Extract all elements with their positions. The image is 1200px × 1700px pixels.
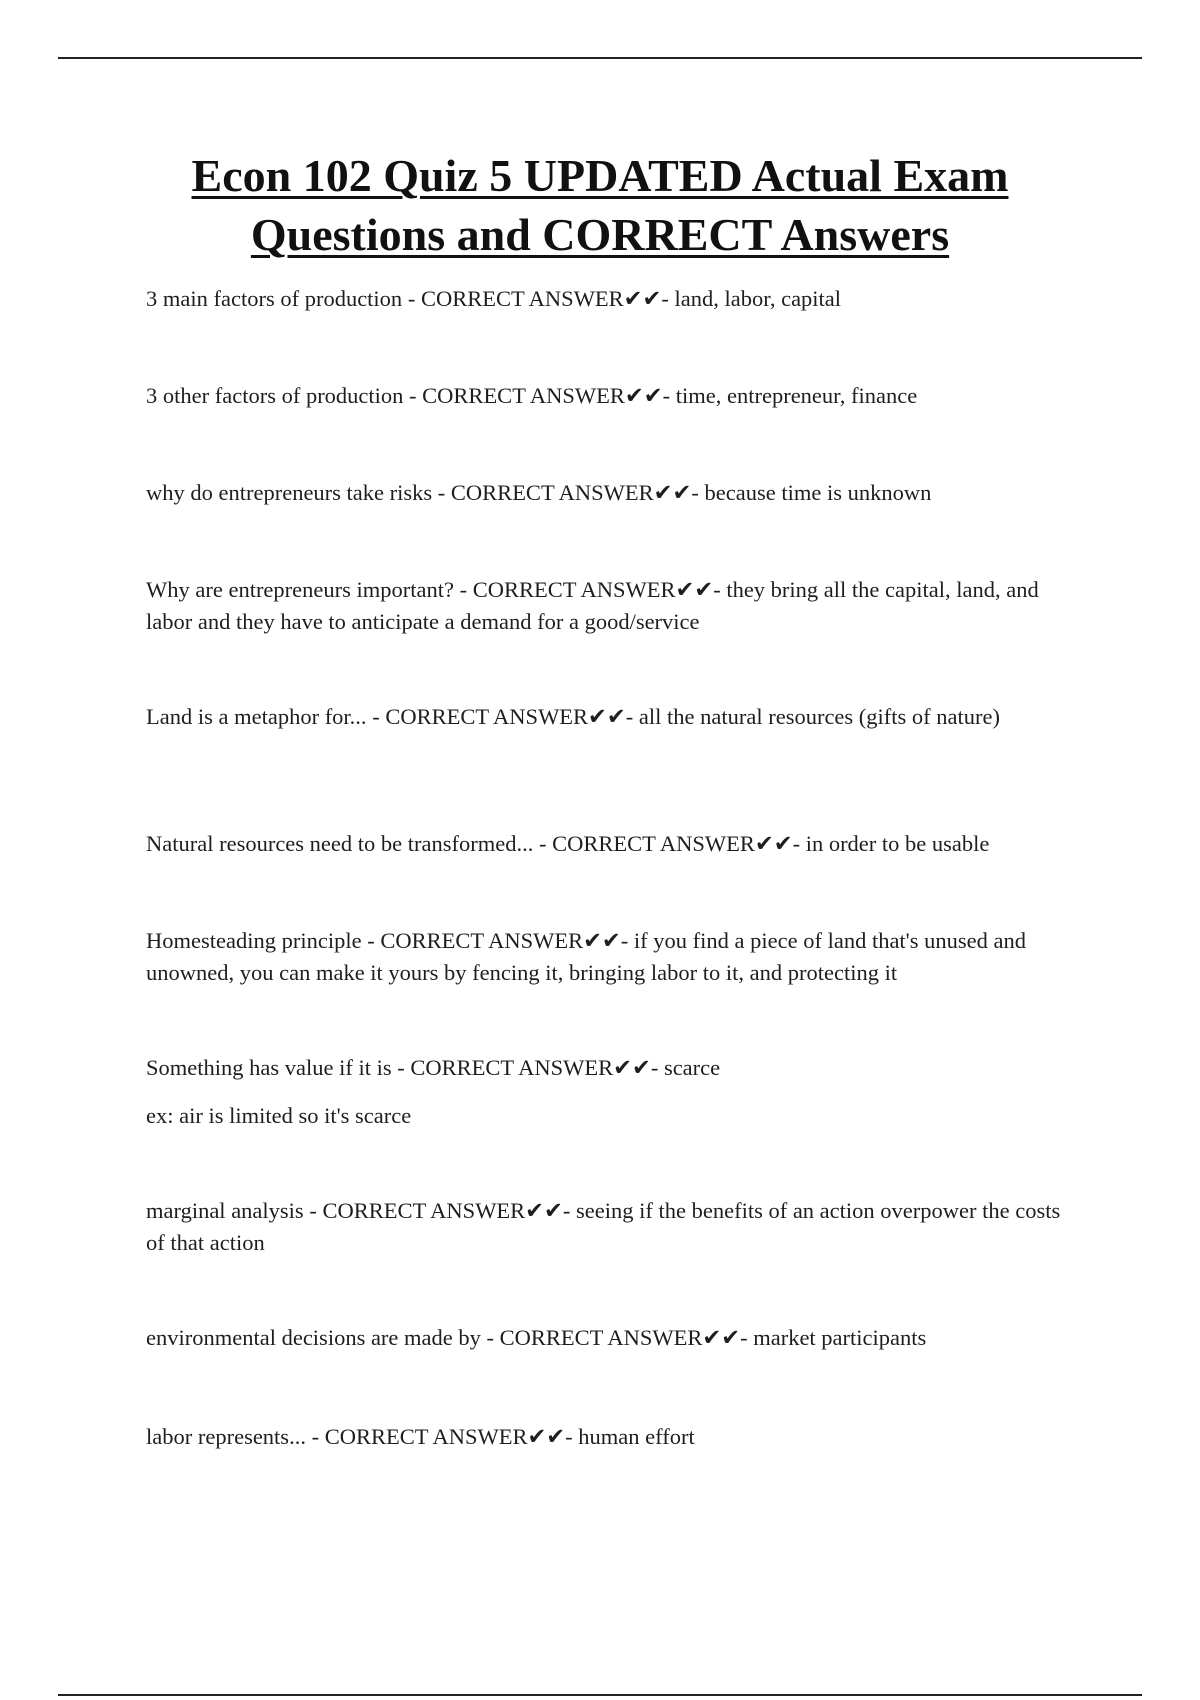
qa-item: marginal analysis - CORRECT ANSWER✔✔- seeing if the benefits of an action overpower the costs of that action: [146, 1198, 1061, 1255]
question-text: labor represents...: [146, 1424, 306, 1449]
question-text: Homesteading principle: [146, 928, 362, 953]
qa-item: Something has value if it is - CORRECT ANSWER✔✔- scarce: [146, 1055, 721, 1080]
answer-marker: CORRECT ANSWER✔✔: [450, 480, 692, 505]
qa-item: Natural resources need to be transformed... - CORRECT ANSWER✔✔- in order to be usable: [146, 831, 990, 856]
qa-item: 3 main factors of production - CORRECT ANSWER✔✔- land, labor, capital: [146, 286, 842, 311]
question-text: Natural resources need to be transformed...: [146, 831, 534, 856]
answer-text: in order to be usable: [805, 831, 990, 856]
qa-item: labor represents... - CORRECT ANSWER✔✔- human effort: [146, 1424, 695, 1449]
answer-text: seeing if the benefits of an action overpower the costs of that action: [146, 1198, 1061, 1255]
question-text: Land is a metaphor for...: [146, 704, 367, 729]
qa-item: Land is a metaphor for... - CORRECT ANSWER✔✔- all the natural resources (gifts of nature): [146, 704, 1000, 729]
answer-text: all the natural resources (gifts of nature): [638, 704, 1000, 729]
answer-marker: CORRECT ANSWER✔✔: [380, 928, 621, 953]
answer-marker: CORRECT ANSWER✔✔: [410, 1055, 651, 1080]
answer-text: scarce: [663, 1055, 721, 1080]
answer-marker: CORRECT ANSWER✔✔: [324, 1424, 566, 1449]
answer-text: land, labor, capital: [674, 286, 842, 311]
answer-text: because time is unknown: [704, 480, 932, 505]
answer-marker: CORRECT ANSWER✔✔: [472, 577, 714, 602]
question-text: why do entrepreneurs take risks: [146, 480, 433, 505]
qa-item: Homesteading principle - CORRECT ANSWER✔✔- if you find a piece of land that's unused and unowned, you can make it yours by fencing it, bringing labor to it, and protecting it: [146, 928, 1026, 985]
footer-rule: [58, 1694, 1142, 1696]
question-text: environmental decisions are made by: [146, 1325, 481, 1350]
question-text: Why are entrepreneurs important?: [146, 577, 454, 602]
answer-marker: CORRECT ANSWER✔✔: [552, 831, 793, 856]
header-rule: [58, 57, 1142, 59]
answer-marker: CORRECT ANSWER✔✔: [422, 383, 663, 408]
qa-item: why do entrepreneurs take risks - CORRECT ANSWER✔✔- because time is unknown: [146, 480, 932, 505]
qa-item: environmental decisions are made by - CORRECT ANSWER✔✔- market participants: [146, 1325, 927, 1350]
answer-text: time, entrepreneur, finance: [675, 383, 918, 408]
question-text: marginal analysis: [146, 1198, 304, 1223]
answer-text: if you find a piece of land that's unused and unowned, you can make it yours by fencing it, bringing labor to it, and protecting it: [146, 928, 1026, 985]
answer-text: they bring all the capital, land, and labor and they have to anticipate a demand for a good/service: [146, 577, 1039, 634]
answer-note: ex: air is limited so it's scarce: [146, 1103, 412, 1128]
answer-text: human effort: [578, 1424, 695, 1449]
answer-marker: CORRECT ANSWER✔✔: [420, 286, 662, 311]
document-title: Econ 102 Quiz 5 UPDATED Actual Exam Questions and CORRECT Answers: [191, 150, 1009, 260]
answer-marker: CORRECT ANSWER✔✔: [322, 1198, 563, 1223]
question-text: Something has value if it is: [146, 1055, 392, 1080]
question-text: 3 other factors of production: [146, 383, 404, 408]
qa-item: Why are entrepreneurs important? - CORRECT ANSWER✔✔- they bring all the capital, land, and labor and they have to anticipate a demand for a good/service: [146, 577, 1039, 634]
answer-text: market participants: [753, 1325, 927, 1350]
answer-marker: CORRECT ANSWER✔✔: [499, 1325, 741, 1350]
answer-marker: CORRECT ANSWER✔✔: [385, 704, 626, 729]
qa-item: 3 other factors of production - CORRECT ANSWER✔✔- time, entrepreneur, finance: [146, 383, 918, 408]
question-text: 3 main factors of production: [146, 286, 403, 311]
